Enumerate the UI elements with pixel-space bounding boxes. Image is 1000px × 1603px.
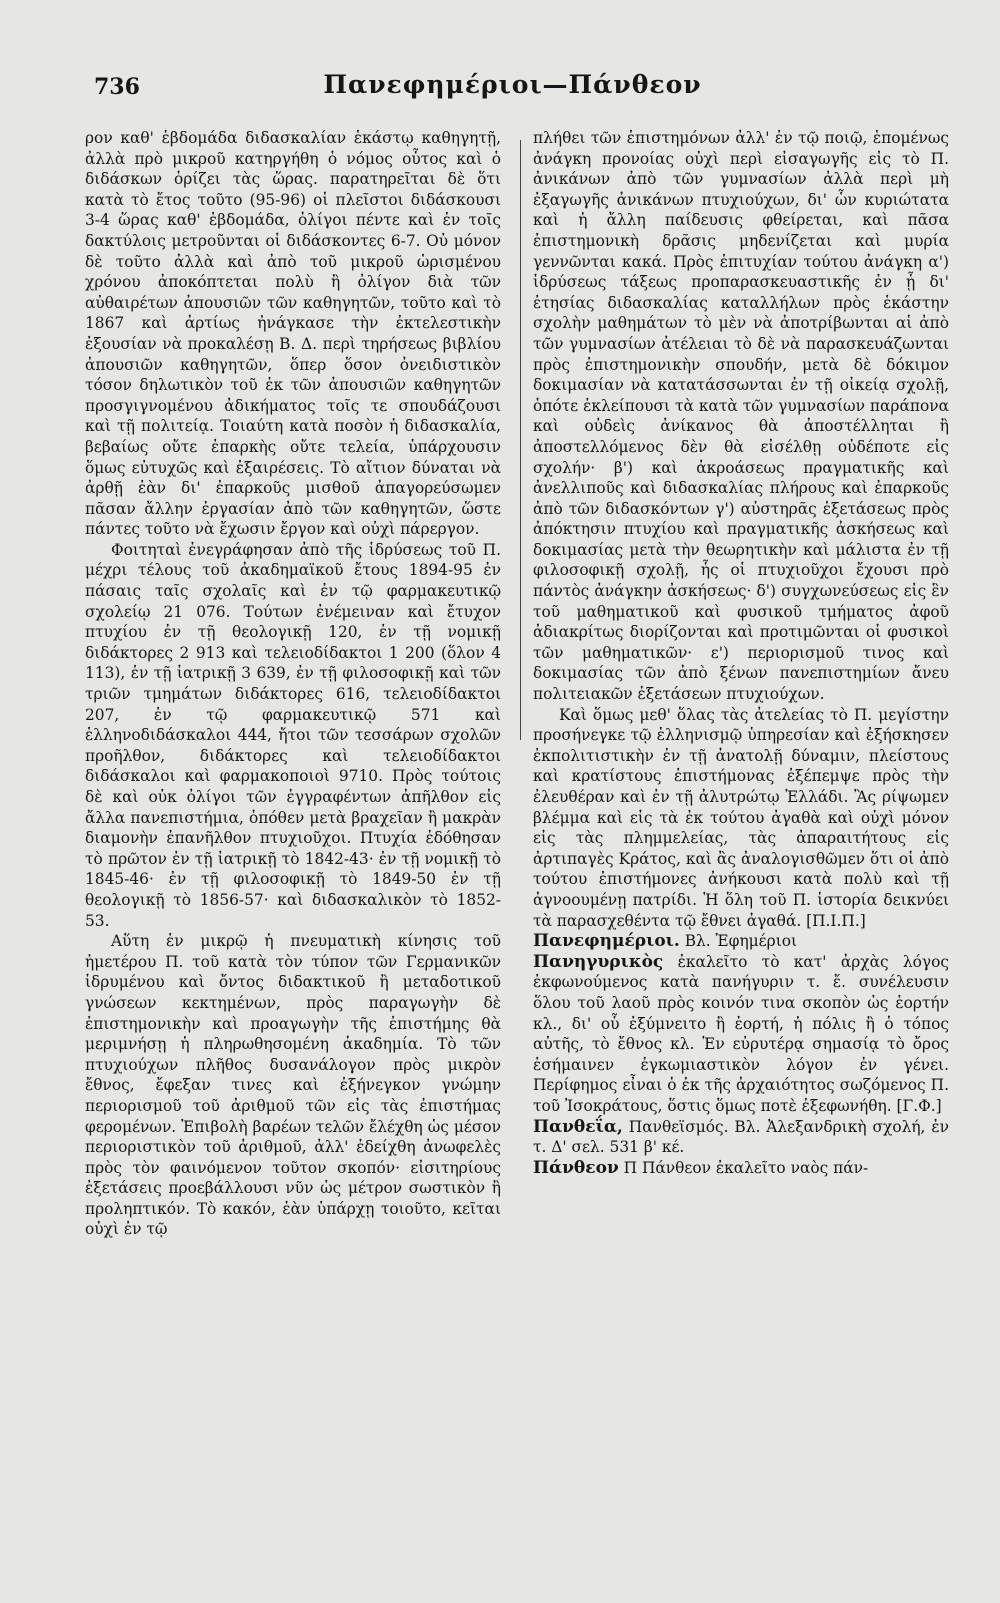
- right-paragraph-2: Καὶ ὅμως μεθ' ὅλας τὰς ἀτελείας τὸ Π. μεγίστην προσήνεγκε τῷ ἑλληνισμῷ ὑπηρεσίαν καὶ ἐξήσκησεν ἐκπολιτιστικὴν ἐν τῇ ἀνατολῇ δύναμιν, πλείστους καὶ κρατίστους ἐπιστήμονας ἐξέπεμψε πρὸς τὴν ἐλευθέραν καὶ ἐν τῇ ἀλυτρώτῳ Ἑλλάδι. Ἂς ρίψωμεν βλέμμα καὶ εἰς τὰ ἐκ τούτου ἀγαθὰ καὶ οὐχὶ μόνον εἰς τὰς πλημμελείας, τὰς ἀπαραιτήτους εἰς ἀρτιπαγὲς Κράτος, καὶ ἂς ἀναλογισθῶμεν ὅτι οἱ ἀπὸ τούτου ἐπιστήμονες ἀνήκουσι κατὰ πολὺ καὶ τῇ ἀγνοουμένῃ πατρίδι. Ἡ ὅλη τοῦ Π. ἱστορία δεικνύει τὰ παρασχεθέντα τῷ ἔθνει ἀγαθά. [Π.Ι.Π.]: [533, 705, 949, 930]
- entry-text: Πανθεϊσμός. Βλ. Ἀλεξανδρικὴ σχολή, ἐν τ. Δ' σελ. 531 β' κέ.: [533, 1117, 949, 1157]
- column-divider: [520, 140, 521, 740]
- entry-pantheia: [533, 1117, 949, 1158]
- left-paragraph-3: Αὕτη ἐν μικρῷ ἡ πνευματικὴ κίνησις τοῦ ἡμετέρου Π. τοῦ κατὰ τὸν τύπον τῶν Γερμανικῶν ἱδρυμένου καὶ ὄντος διδακτικοῦ ἢ μεταδοτικοῦ γνώσεων κεκτημένων, πρὸς παραγωγὴν δὲ ἐπιστημονικὴν καὶ προαγωγὴν τῆς ἐπιστήμης θὰ μεριμνήσῃ ἡ πληρωθησομένη ἀκαδημία. Τὸ τῶν πτυχιούχων πλῆθος δυσανάλογον πρὸς μικρὸν ἔθνος, ἔφεξαν τινες καὶ ἐξήνεγκον γνώμην περιορισμοῦ τοῦ ἀριθμοῦ τῶν εἰς τὰς ἐπιστήμας φερομένων. Ἐπιβολὴ βαρέων τελῶν ἔλέχθη ὡς μέσον περιοριστικὸν τοῦ ἀριθμοῦ, ἀλλ' ἐδείχθη ἀνωφελὲς πρὸς τὸν φαινόμενον τοῦτον σκοπόν· εἰσιτηρίους ἐξετάσεις προεβάλλουσι νῦν ὡς μέτρον σωστικὸν ἢ προληπτικόν. Τὸ κακόν, ἐὰν ὑπάρχῃ τοιοῦτο, κεῖται οὐχὶ ἐν τῷ: [85, 932, 501, 1239]
- left-paragraph-1: ρον καθ' ἑβδομάδα διδασκαλίαν ἑκάστῳ καθηγητῇ, ἀλλὰ πρὸ μικροῦ κατηργήθη ὁ νόμος οὗτος καὶ ὁ διδάσκων ὁρίζει τὰς ὥρας. παρατηρεῖται δὲ ὅτι κατὰ τὸ ἔτος τοῦτο (95-96) οἱ πλεῖστοι διδάσκουσι 3-4 ὥρας καθ' ἑβδομάδα, ὀλίγοι πέντε καὶ ἐν τοῖς δακτύλοις μετροῦνται οἱ διδάσκοντες 6-7. Οὐ μόνον δὲ τοῦτο ἀλλὰ καὶ ἀπὸ τοῦ μικροῦ ὡρισμένου χρόνου ἀποκόπτεται πολὺ ἢ ὀλίγον διὰ τῶν αὐθαιρέτων ἀπουσιῶν τῶν καθηγητῶν, τοῦτο καὶ τὸ 1867 καὶ ἀρτίως ἠνάγκασε τὴν ἐκτελεστικὴν ἐξουσίαν νὰ προκαλέσῃ Β. Δ. περὶ τηρήσεως βιβλίου ἀπουσιῶν καθηγητῶν, ὅπερ ὅσον ὀνειδιστικὸν τόσον δηλωτικὸν τοῦ ἐκ τῶν ἀπουσιῶν καθηγητῶν προσγιγνομένου ἀδικήματος τοῖς τε σπουδάζουσι καὶ τῇ πολιτείᾳ. Τοιαύτη κατὰ ποσὸν ἡ διδασκαλία, βεβαίως οὔτε ἐπαρκὴς οὔτε τελεία, ὑπάρχουσιν ὅμως εὐτυχῶς καὶ ἐξαιρέσεις. Τὸ αἴτιον δύναται νὰ ἀρθῇ ἐὰν δι' ἐπαρκοῦς μισθοῦ ἀπαγορεύσωμεν πᾶσαν ἄλλην ἐργασίαν ἀπὸ τῶν καθηγητῶν, ὥστε πάντες τοῦτο νὰ ἔχωσιν ἔργον καὶ οὐχὶ πάρεργον.: [85, 129, 501, 539]
- entry-headword: Πανθεΐα,: [533, 1116, 623, 1137]
- entry-panegyrikos: [533, 952, 949, 1117]
- page-number: 736: [94, 74, 140, 100]
- right-column: [533, 128, 949, 1580]
- entry-text: ἐκαλεῖτο τὸ κατ' ἀρχὰς λόγος ἐκφωνούμενος κατὰ πανήγυριν τ. ἔ. συνέλευσιν ὅλου τοῦ λαοῦ πρὸς κοινόν τινα σκοπὸν ὡς ἑορτήν κλ., δι' οὗ ἐξύμνειτο ἢ ἑορτή, ἡ πόλις ἢ ὁ τόπος αὐτῆς, τὸ ἔθνος κλ. Ἐν εὐρυτέρᾳ σημασίᾳ τὸ ὄρος ἐσήμαινεν ἐγκωμιαστικὸν λόγον ἐν γένει. Περίφημος εἶναι ὁ ἐκ τῆς ἀρχαιότητος σωζόμενος Π. τοῦ Ἰσοκράτους, ὅστις ὅμως ποτὲ ἐξεφωνήθη. [Γ.Φ.]: [533, 952, 949, 1115]
- entry-text: Βλ. Ἐφημέριοι: [679, 932, 798, 951]
- running-title: Πανεφημέριοι—Πάνθεον: [323, 70, 702, 99]
- entry-panefemerioi: [533, 931, 949, 952]
- page-header: [90, 68, 935, 112]
- entry-headword: Πανεφημέριοι.: [533, 931, 680, 952]
- right-paragraph-1: πλήθει τῶν ἐπιστημόνων ἀλλ' ἐν τῷ ποιῷ, ἑπομένως ἀνάγκη προνοίας οὐχὶ περὶ εἰσαγωγῆς εἰς τὸ Π. ἀνικάνων ἀπὸ τῶν γυμνασίων ἀλλὰ περὶ μὴ ἐξαγωγῆς ἀνικάνων πτυχιούχων, δι' ὧν κυριώτατα καὶ ἡ ἄλλη παίδευσις φθείρεται, καὶ πᾶσα ἐπιστημονικὴ δρᾶσις μηδενίζεται καὶ μυρία γεννῶνται κακά. Πρὸς ἐπιτυχίαν τούτου ἀνάγκη α') ἱδρύσεως τάξεως προπαρασκευαστικῆς ἐν ᾗ δι' ἐτησίας διδασκαλίας καταλλήλων πρὸς ἑκάστην σχολὴν μαθημάτων τὸ μὲν νὰ ἀποτρίβωνται αἱ ἀπὸ τῶν γυμνασίων ἀτέλειαι τὸ δὲ νὰ παρασκευάζωνται πρὸς ἐπιστημονικὴν σπουδήν, μετὰ δὲ δόκιμον δοκιμασίαν νὰ κατατάσσωνται ἐν τῇ οἰκείᾳ σχολῇ, ὁπότε ἐκλείπουσι τὰ κατὰ τῶν γυμνασίων παράπονα καὶ οὐδεὶς ἀνίκανος θὰ ἀποστέλληται ἢ ἀποστελλόμενος δὲν θὰ εἰσέλθῃ οὐδέποτε εἰς σχολήν· β') καὶ ἀκροάσεως πραγματικῆς καὶ ἀνελλιποῦς καὶ διδασκαλίας πλήρους καὶ ἐπαρκοῦς ἀπὸ τῶν διδασκόντων γ') αὐστηρᾶς ἐξετάσεως πρὸς ἀπόκτησιν πτυχίου καὶ πραγματικῆς ἀσκήσεως καὶ δοκιμασίας μετὰ τὴν θεωρητικὴν καὶ μάλιστα ἐν τῇ φιλοσοφικῇ σχολῇ, ἧς οἱ πτυχιοῦχοι ἔχουσι πρὸ πάντὸς ἀνάγκην ἀσκήσεως· δ') συγχωνεύσεως εἰς ἓν τοῦ μαθηματικοῦ καὶ φυσικοῦ τμήματος ἀφοῦ ἀδιακρίτως διορίζονται καὶ προτιμῶνται οἱ φυσικοὶ τῶν μαθηματικῶν· ε') περιορισμοῦ τινος καὶ δοκιμασίας τῶν ἀπὸ ξένων πανεπιστημίων ἄνευ πολιτειακῶν ἐξετάσεων πτυχιούχων.: [533, 129, 949, 704]
- entry-text: Π Πάνθεον ἐκαλεῖτο ναὸς πάν-: [618, 1158, 869, 1177]
- left-paragraph-2: Φοιτηταὶ ἐνεγράφησαν ἀπὸ τῆς ἱδρύσεως τοῦ Π. μέχρι τέλους τοῦ ἀκαδημαϊκοῦ ἔτους 1894-95 ἐν πάσαις ταῖς σχολαῖς καὶ ἐν τῷ φαρμακευτικῷ σχολείῳ 21 076. Τούτων ἐνέμειναν καὶ ἔτυχον πτυχίου ἐν τῇ θεολογικῇ 120, ἐν τῇ νομικῇ διδάκτορες 2 913 καὶ τελειοδίδακτοι 1 200 (ὅλον 4 113), ἐν τῇ ἰατρικῇ 3 639, ἐν τῇ φιλοσοφικῇ καὶ τῶν τριῶν τμημάτων διδάκτορες 616, τελειοδίδακτοι 207, ἐν τῷ φαρμακευτικῷ 571 καὶ ἑλληνοδιδάσκαλοι 444, ἤτοι τῶν τεσσάρων σχολῶν προῆλθον, διδάκτορες καὶ τελειοδίδακτοι διδάσκαλοι καὶ φαρμακοποιοὶ 9710. Πρὸς τούτοις δὲ καὶ οὐκ ὀλίγοι τῶν ἐγγραφέντων ἀπῆλθον εἰς ἄλλα πανεπιστήμια, ὁπόθεν μετὰ βραχεῖαν ἢ μακρὰν διαμονὴν ἐπανῆλθον πτυχιοῦχοι. Πτυχία ἐδόθησαν τὸ πρῶτον ἐν τῇ ἰατρικῇ τὸ 1842-43· ἐν τῇ νομικῇ τὸ 1845-46· ἐν τῇ φιλοσοφικῇ τὸ 1849-50 ἐν τῇ θεολογικῇ τὸ 1856-57· καὶ διδασκαλικὸν τὸ 1852-53.: [85, 540, 501, 930]
- entry-headword: Πάνθεον: [533, 1157, 619, 1178]
- left-column: [85, 128, 501, 1580]
- entry-pantheon: [533, 1158, 949, 1179]
- entry-headword: Πανηγυρικὸς: [533, 951, 664, 972]
